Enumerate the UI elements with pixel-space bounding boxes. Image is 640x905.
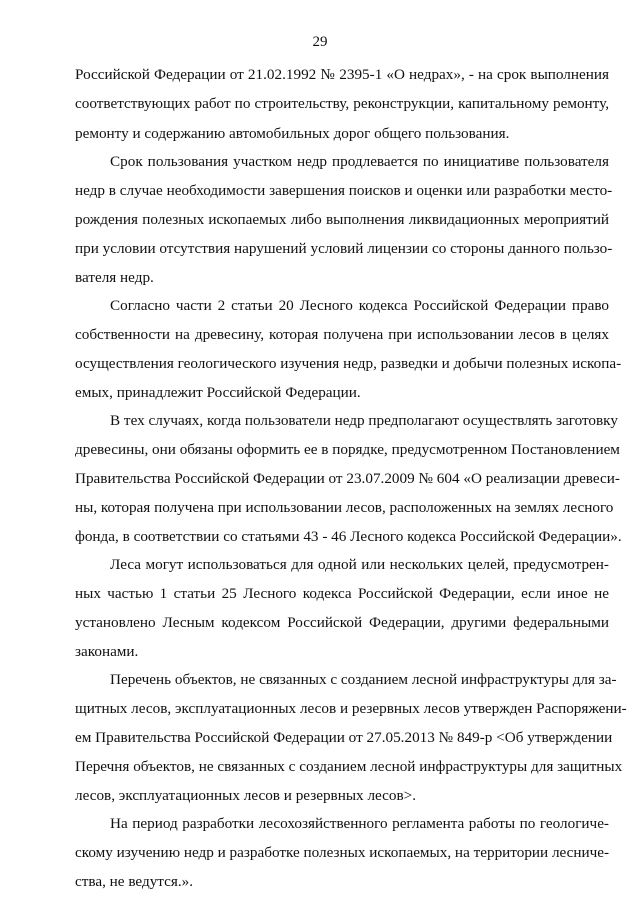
text-line: недр в случае необходимости завершения поисков и оценки или разработки место-: [75, 182, 613, 199]
text-line: ны, которая получена при использовании лесов, расположенных на землях лесного: [75, 499, 614, 516]
text-line: Леса могут использоваться для одной или нескольких целей, предусмотрен-: [110, 556, 609, 573]
text-line: вателя недр.: [75, 269, 154, 286]
text-line: собственности на древесину, которая получена при использовании лесов в целях: [75, 326, 609, 343]
text-line: лесов, эксплуатационных лесов и резервных лесов>.: [75, 787, 417, 804]
text-line: фонда, в соответствии со статьями 43 - 46 Лесного кодекса Российской Федерации».: [75, 528, 622, 545]
text-line: законами.: [75, 643, 139, 660]
text-line: скому изучению недр и разработке полезных ископаемых, на территории лесниче-: [75, 844, 610, 861]
text-line: На период разработки лесохозяйственного регламента работы по геологиче-: [110, 815, 609, 832]
text-line: установлено Лесным кодексом Российской Федерации, другими федеральными: [75, 614, 609, 631]
text-line: Перечня объектов, не связанных с созданием лесной инфраструктуры для защитных: [75, 758, 623, 775]
text-line: Согласно части 2 статьи 20 Лесного кодекса Российской Федерации право: [110, 297, 609, 314]
text-line: древесины, они обязаны оформить ее в порядке, предусмотренном Постановлением: [75, 441, 620, 458]
text-line: рождения полезных ископаемых либо выполнения ликвидационных мероприятий: [75, 211, 609, 228]
text-line: Российской Федерации от 21.02.1992 № 2395-1 «О недрах», - на срок выполнения: [75, 66, 609, 83]
text-line: осуществления геологического изучения недр, разведки и добычи полезных ископа-: [75, 355, 622, 372]
text-line: Срок пользования участком недр продлевается по инициативе пользователя: [110, 153, 609, 170]
text-line: ремонту и содержанию автомобильных дорог общего пользования.: [75, 125, 510, 142]
text-line: ства, не ведутся.».: [75, 873, 194, 890]
text-line: при условии отсутствия нарушений условий лицензии со стороны данного пользо-: [75, 240, 613, 257]
text-line: ем Правительства Российской Федерации от 27.05.2013 № 849-р <Об утверждении: [75, 729, 613, 746]
text-line: Правительства Российской Федерации от 23.07.2009 № 604 «О реализации древеси-: [75, 470, 620, 487]
text-line: В тех случаях, когда пользователи недр предполагают осуществлять заготовку: [110, 412, 618, 429]
text-line: щитных лесов, эксплуатационных лесов и резервных лесов утвержден Распоряжени-: [75, 700, 627, 717]
text-line: емых, принадлежит Российской Федерации.: [75, 384, 361, 401]
text-line: соответствующих работ по строительству, реконструкции, капитальному ремонту,: [75, 95, 609, 112]
text-line: Перечень объектов, не связанных с созданием лесной инфраструктуры для за-: [110, 671, 617, 688]
page-number: 29: [312, 34, 328, 50]
text-line: ных частью 1 статьи 25 Лесного кодекса Российской Федерации, если иное не: [75, 585, 609, 602]
